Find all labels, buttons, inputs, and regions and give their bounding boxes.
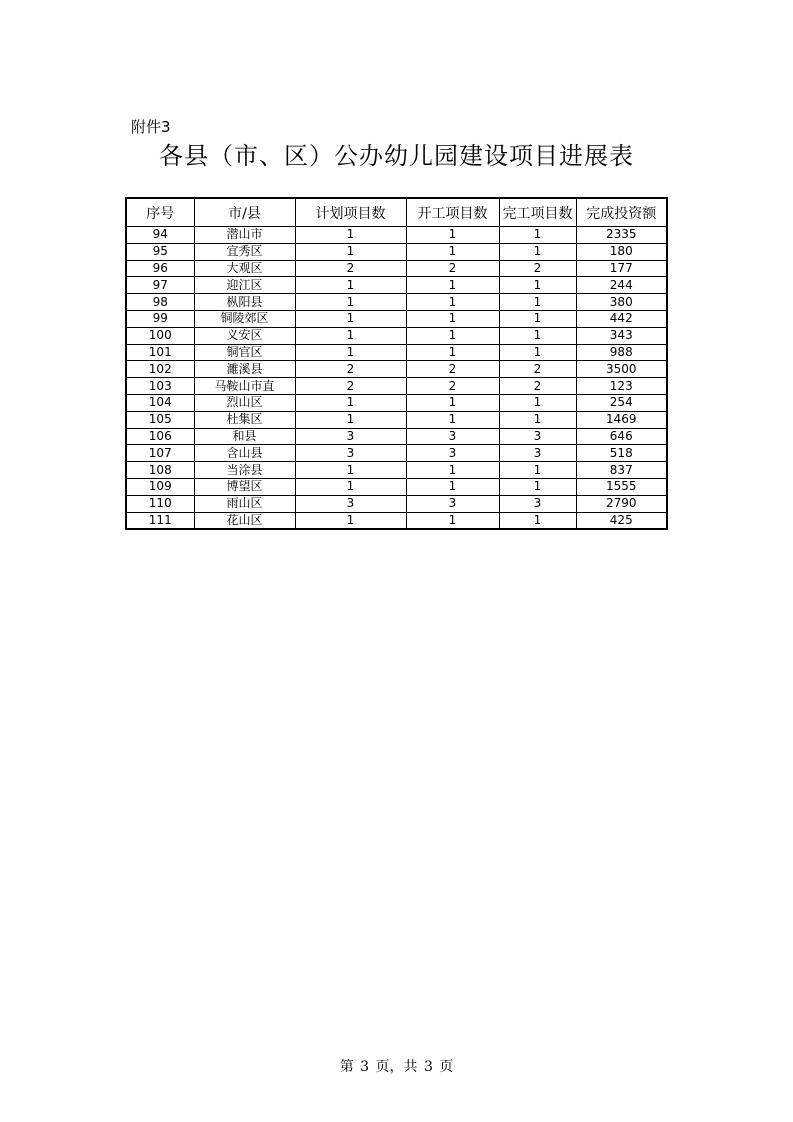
cell-index: 96 bbox=[126, 260, 194, 277]
cell-started: 1 bbox=[406, 327, 499, 344]
cell-planned: 1 bbox=[295, 462, 406, 479]
cell-completed: 1 bbox=[499, 294, 576, 311]
table-row bbox=[126, 294, 667, 311]
cell-planned: 2 bbox=[295, 361, 406, 378]
cell-index: 100 bbox=[126, 327, 194, 344]
cell-county: 雨山区 bbox=[194, 495, 295, 512]
cell-investment: 518 bbox=[576, 445, 667, 462]
table-row bbox=[126, 428, 667, 445]
cell-started: 1 bbox=[406, 294, 499, 311]
cell-index: 101 bbox=[126, 344, 194, 361]
cell-planned: 1 bbox=[295, 512, 406, 529]
cell-completed: 1 bbox=[499, 512, 576, 529]
cell-completed: 1 bbox=[499, 462, 576, 479]
cell-index: 110 bbox=[126, 495, 194, 512]
cell-planned: 1 bbox=[295, 344, 406, 361]
cell-started: 1 bbox=[406, 227, 499, 244]
cell-investment: 646 bbox=[576, 428, 667, 445]
cell-planned: 3 bbox=[295, 495, 406, 512]
header-investment-completed: 完成投资额 bbox=[576, 198, 667, 227]
table-row bbox=[126, 277, 667, 294]
cell-completed: 1 bbox=[499, 243, 576, 260]
cell-investment: 343 bbox=[576, 327, 667, 344]
cell-county: 铜官区 bbox=[194, 344, 295, 361]
cell-index: 94 bbox=[126, 227, 194, 244]
header-county: 市/县 bbox=[194, 198, 295, 227]
cell-index: 106 bbox=[126, 428, 194, 445]
cell-planned: 1 bbox=[295, 394, 406, 411]
table-row bbox=[126, 227, 667, 244]
table-row bbox=[126, 394, 667, 411]
cell-planned: 3 bbox=[295, 445, 406, 462]
cell-index: 95 bbox=[126, 243, 194, 260]
cell-index: 97 bbox=[126, 277, 194, 294]
attachment-label: 附件3 bbox=[131, 118, 171, 136]
cell-planned: 1 bbox=[295, 294, 406, 311]
cell-investment: 1469 bbox=[576, 411, 667, 428]
table-row bbox=[126, 495, 667, 512]
cell-investment: 837 bbox=[576, 462, 667, 479]
cell-index: 111 bbox=[126, 512, 194, 529]
cell-investment: 1555 bbox=[576, 478, 667, 495]
cell-completed: 3 bbox=[499, 495, 576, 512]
table-body bbox=[126, 227, 667, 530]
cell-investment: 3500 bbox=[576, 361, 667, 378]
cell-completed: 1 bbox=[499, 310, 576, 327]
cell-started: 1 bbox=[406, 411, 499, 428]
cell-index: 102 bbox=[126, 361, 194, 378]
cell-planned: 2 bbox=[295, 378, 406, 395]
cell-county: 潜山市 bbox=[194, 227, 295, 244]
cell-completed: 1 bbox=[499, 227, 576, 244]
cell-planned: 1 bbox=[295, 227, 406, 244]
cell-investment: 2335 bbox=[576, 227, 667, 244]
cell-investment: 988 bbox=[576, 344, 667, 361]
cell-index: 98 bbox=[126, 294, 194, 311]
cell-index: 104 bbox=[126, 394, 194, 411]
cell-county: 当涂县 bbox=[194, 462, 295, 479]
cell-county: 烈山区 bbox=[194, 394, 295, 411]
header-index: 序号 bbox=[126, 198, 194, 227]
cell-completed: 1 bbox=[499, 394, 576, 411]
cell-started: 3 bbox=[406, 495, 499, 512]
cell-county: 花山区 bbox=[194, 512, 295, 529]
cell-county: 含山县 bbox=[194, 445, 295, 462]
cell-county: 大观区 bbox=[194, 260, 295, 277]
cell-index: 107 bbox=[126, 445, 194, 462]
header-started-projects: 开工项目数 bbox=[406, 198, 499, 227]
cell-county: 博望区 bbox=[194, 478, 295, 495]
cell-county: 濉溪县 bbox=[194, 361, 295, 378]
cell-index: 99 bbox=[126, 310, 194, 327]
document-title: 各县（市、区）公办幼儿园建设项目进展表 bbox=[159, 142, 634, 170]
cell-investment: 180 bbox=[576, 243, 667, 260]
cell-investment: 380 bbox=[576, 294, 667, 311]
cell-started: 1 bbox=[406, 462, 499, 479]
cell-started: 1 bbox=[406, 344, 499, 361]
header-planned-projects: 计划项目数 bbox=[295, 198, 406, 227]
table-row bbox=[126, 260, 667, 277]
cell-started: 1 bbox=[406, 243, 499, 260]
table-row bbox=[126, 378, 667, 395]
cell-county: 铜陵郊区 bbox=[194, 310, 295, 327]
cell-planned: 3 bbox=[295, 428, 406, 445]
table-row bbox=[126, 310, 667, 327]
cell-started: 1 bbox=[406, 512, 499, 529]
table-header-row bbox=[126, 198, 667, 227]
cell-investment: 442 bbox=[576, 310, 667, 327]
cell-completed: 2 bbox=[499, 378, 576, 395]
cell-planned: 1 bbox=[295, 243, 406, 260]
cell-started: 1 bbox=[406, 277, 499, 294]
cell-investment: 425 bbox=[576, 512, 667, 529]
cell-county: 宜秀区 bbox=[194, 243, 295, 260]
cell-completed: 1 bbox=[499, 327, 576, 344]
cell-planned: 1 bbox=[295, 411, 406, 428]
cell-started: 3 bbox=[406, 445, 499, 462]
cell-started: 1 bbox=[406, 478, 499, 495]
cell-started: 3 bbox=[406, 428, 499, 445]
table-row bbox=[126, 361, 667, 378]
cell-county: 枞阳县 bbox=[194, 294, 295, 311]
cell-index: 109 bbox=[126, 478, 194, 495]
page-footer: 第 3 页，共 3 页 bbox=[339, 1059, 454, 1075]
cell-investment: 123 bbox=[576, 378, 667, 395]
table-row bbox=[126, 344, 667, 361]
cell-investment: 2790 bbox=[576, 495, 667, 512]
table-row bbox=[126, 462, 667, 479]
cell-started: 2 bbox=[406, 260, 499, 277]
cell-completed: 1 bbox=[499, 344, 576, 361]
table-row bbox=[126, 327, 667, 344]
cell-completed: 3 bbox=[499, 445, 576, 462]
cell-index: 103 bbox=[126, 378, 194, 395]
cell-completed: 1 bbox=[499, 277, 576, 294]
cell-planned: 1 bbox=[295, 327, 406, 344]
cell-county: 杜集区 bbox=[194, 411, 295, 428]
cell-completed: 3 bbox=[499, 428, 576, 445]
table-row bbox=[126, 411, 667, 428]
header-completed-projects: 完工项目数 bbox=[499, 198, 576, 227]
cell-county: 马鞍山市直 bbox=[194, 378, 295, 395]
cell-investment: 177 bbox=[576, 260, 667, 277]
cell-completed: 2 bbox=[499, 260, 576, 277]
cell-planned: 1 bbox=[295, 277, 406, 294]
cell-investment: 244 bbox=[576, 277, 667, 294]
cell-index: 108 bbox=[126, 462, 194, 479]
cell-started: 2 bbox=[406, 361, 499, 378]
cell-index: 105 bbox=[126, 411, 194, 428]
table-row bbox=[126, 512, 667, 529]
cell-county: 迎江区 bbox=[194, 277, 295, 294]
table-row bbox=[126, 478, 667, 495]
progress-table bbox=[125, 197, 668, 530]
cell-planned: 1 bbox=[295, 310, 406, 327]
table-row bbox=[126, 243, 667, 260]
cell-started: 2 bbox=[406, 378, 499, 395]
cell-completed: 1 bbox=[499, 478, 576, 495]
cell-county: 义安区 bbox=[194, 327, 295, 344]
cell-started: 1 bbox=[406, 310, 499, 327]
cell-completed: 2 bbox=[499, 361, 576, 378]
table-row bbox=[126, 445, 667, 462]
cell-completed: 1 bbox=[499, 411, 576, 428]
cell-county: 和县 bbox=[194, 428, 295, 445]
cell-planned: 1 bbox=[295, 478, 406, 495]
cell-started: 1 bbox=[406, 394, 499, 411]
cell-investment: 254 bbox=[576, 394, 667, 411]
cell-planned: 2 bbox=[295, 260, 406, 277]
